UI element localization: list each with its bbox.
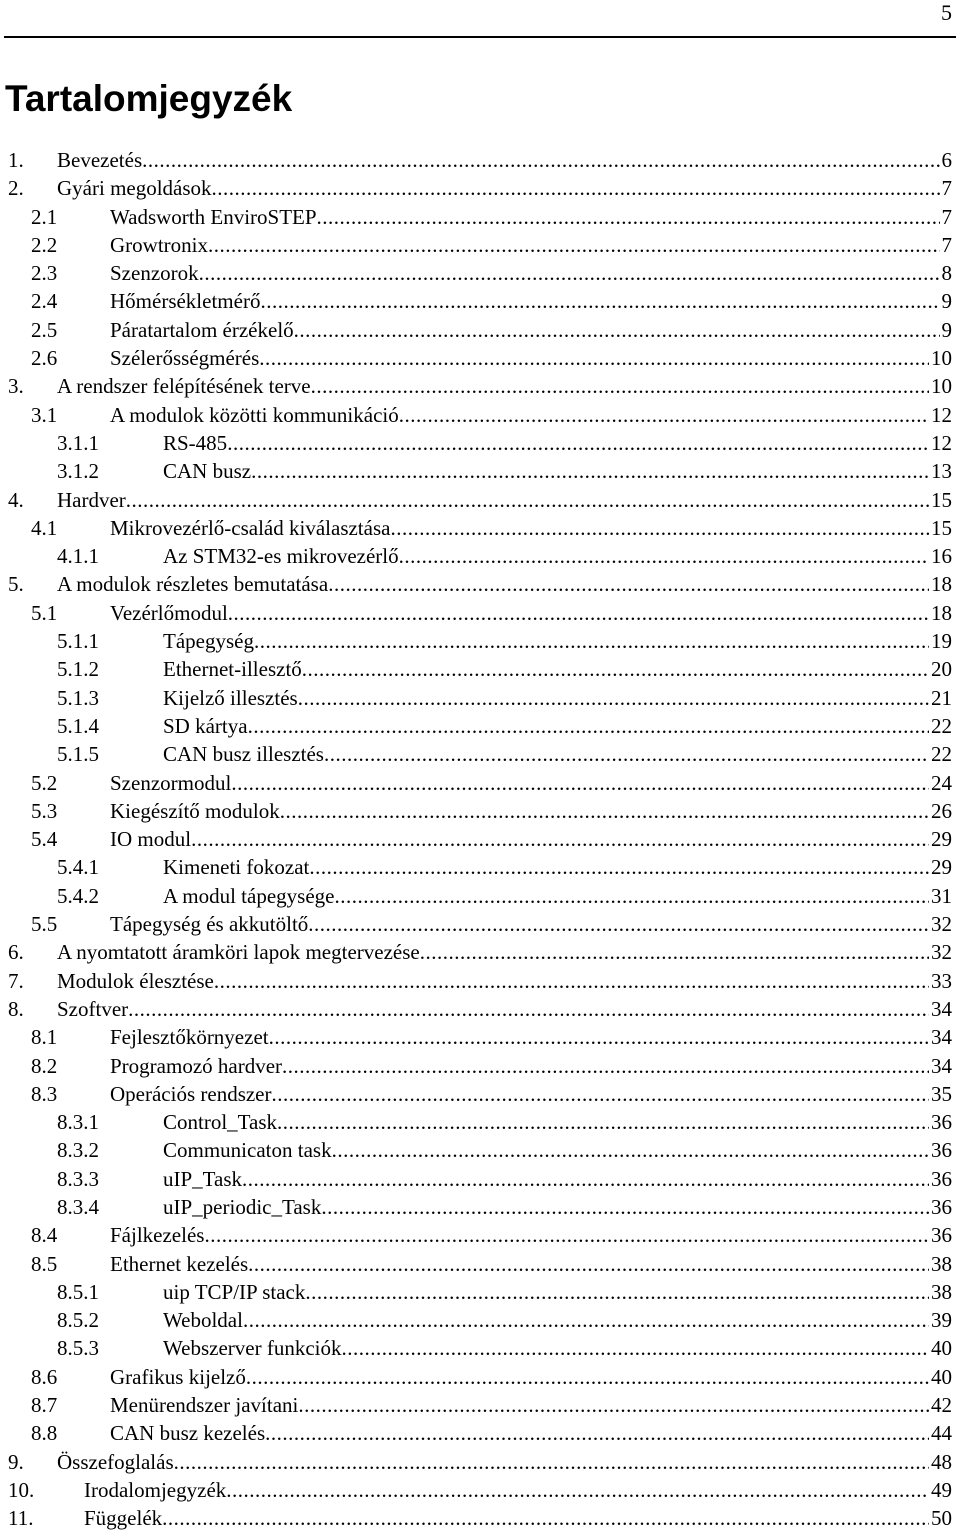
toc-dot-leader <box>212 174 940 202</box>
toc-entry-line <box>163 684 952 712</box>
toc-dot-leader <box>142 146 939 174</box>
toc-entry-line <box>57 967 952 995</box>
toc-entry[interactable] <box>0 1052 960 1080</box>
toc-entry-page: 36 <box>931 1166 952 1191</box>
toc-entry-page: 6 <box>941 148 952 172</box>
toc-entry-title[interactable]: Modulok élesztése <box>57 968 214 993</box>
toc-entry-title[interactable]: uIP_Task <box>163 1166 243 1191</box>
toc-entry-number: 8.7 <box>31 1393 58 1418</box>
toc-entry-number: 4.1.1 <box>57 544 99 569</box>
toc-entry-title[interactable]: A modul tápegysége <box>163 883 335 908</box>
toc-entry-title[interactable]: A modulok részletes bemutatása <box>57 572 329 597</box>
toc-entry-line <box>110 797 952 825</box>
toc-entry[interactable] <box>0 1080 960 1108</box>
toc-dot-leader <box>199 259 940 287</box>
toc-entry[interactable] <box>0 1250 960 1278</box>
toc-entry-line <box>110 259 952 287</box>
toc-entry-title[interactable]: Control_Task <box>163 1110 278 1135</box>
toc-dot-leader <box>208 231 940 259</box>
toc-entry-page: 40 <box>931 1364 952 1389</box>
toc-entry-line <box>163 882 952 910</box>
toc-entry-number: 8.5 <box>31 1251 58 1276</box>
toc-entry-page: 18 <box>931 600 952 625</box>
toc-entry-line <box>110 1080 952 1108</box>
toc-entry-number: 8.5.1 <box>57 1279 99 1304</box>
toc-entry-title[interactable]: Grafikus kijelző <box>110 1364 246 1389</box>
toc-entry-line <box>163 1334 952 1362</box>
toc-entry-title[interactable]: Irodalomjegyzék <box>84 1477 227 1502</box>
page-title: Tartalomjegyzék <box>5 78 293 119</box>
toc-entry-number: 1. <box>8 148 24 172</box>
toc-entry[interactable] <box>0 910 960 938</box>
toc-dot-leader <box>242 1165 929 1193</box>
toc-entry[interactable] <box>0 429 960 457</box>
toc-entry[interactable] <box>0 316 960 344</box>
toc-dot-leader <box>305 1278 929 1306</box>
toc-entry-title[interactable]: Bevezetés <box>57 148 143 172</box>
toc-entry-number: 8.3.3 <box>57 1166 99 1191</box>
toc-entry-line <box>163 457 952 485</box>
toc-entry-page: 7 <box>941 176 952 201</box>
toc-entry-title[interactable]: Hardver <box>57 487 126 512</box>
toc-entry[interactable] <box>0 570 960 598</box>
toc-dot-leader <box>248 712 929 740</box>
toc-dot-leader <box>399 542 929 570</box>
toc-entry-page: 34 <box>931 1025 952 1050</box>
toc-entry[interactable] <box>0 1306 960 1334</box>
toc-entry-line <box>163 627 952 655</box>
toc-entry-page: 15 <box>931 487 952 512</box>
toc-entry[interactable] <box>0 259 960 287</box>
toc-entry-number: 3.1.2 <box>57 459 99 484</box>
toc-entry-number: 2.4 <box>31 289 58 314</box>
toc-dot-leader <box>162 1504 929 1532</box>
toc-entry-line <box>110 1419 952 1447</box>
toc-entry-title[interactable]: Wadsworth EnviroSTEP <box>110 204 317 229</box>
toc-entry[interactable] <box>0 1448 960 1476</box>
toc-entry-page: 7 <box>941 204 952 229</box>
toc-entry-page: 44 <box>931 1421 952 1446</box>
toc-dot-leader <box>243 1306 929 1334</box>
toc-entry[interactable] <box>0 684 960 712</box>
toc-entry-line <box>110 514 952 542</box>
toc-entry[interactable] <box>0 797 960 825</box>
header-rule <box>4 36 956 38</box>
toc-entry-page: 36 <box>931 1223 952 1248</box>
toc-entry-page: 22 <box>931 713 952 738</box>
toc-dot-leader <box>226 1476 929 1504</box>
toc-entry-title[interactable]: Szélerősségmérés <box>110 346 260 371</box>
toc-entry-line <box>163 853 952 881</box>
toc-dot-leader <box>334 882 929 910</box>
toc-entry-title[interactable]: Weboldal <box>163 1308 243 1333</box>
toc-entry-page: 34 <box>931 996 952 1021</box>
toc-entry[interactable] <box>0 287 960 315</box>
toc-entry-title[interactable]: Menürendszer javítani <box>110 1393 299 1418</box>
toc-entry-title[interactable]: uip TCP/IP stack <box>163 1279 306 1304</box>
toc-entry-number: 8.2 <box>31 1053 58 1078</box>
toc-dot-leader <box>227 429 929 457</box>
toc-entry[interactable] <box>0 599 960 627</box>
toc-entry[interactable] <box>0 514 960 542</box>
toc-entry-page: 7 <box>941 232 952 257</box>
toc-entry-line <box>110 825 952 853</box>
toc-entry-page: 50 <box>931 1506 952 1531</box>
toc-entry-page: 18 <box>931 572 952 597</box>
toc-entry-number: 8.6 <box>31 1364 58 1389</box>
toc-entry-number: 2.5 <box>31 317 58 342</box>
toc-entry[interactable] <box>0 1476 960 1504</box>
toc-dot-leader <box>191 825 929 853</box>
toc-entry-number: 8.5.2 <box>57 1308 99 1333</box>
toc-entry-title[interactable]: Függelék <box>84 1506 163 1531</box>
toc-entry-number: 5.4 <box>31 827 58 852</box>
toc-entry-title[interactable]: Growtronix <box>110 232 208 257</box>
toc-entry-line <box>110 1391 952 1419</box>
toc-entry-page: 36 <box>931 1194 952 1219</box>
toc-entry-page: 29 <box>931 827 952 852</box>
toc-entry[interactable] <box>0 712 960 740</box>
toc-entry-title[interactable]: Hőmérsékletmérő <box>110 289 261 314</box>
toc-entry-page: 38 <box>931 1279 952 1304</box>
toc-entry-title[interactable]: A nyomtatott áramköri lapok megtervezése <box>57 940 420 965</box>
toc-dot-leader <box>308 910 929 938</box>
toc-entry-line <box>110 316 952 344</box>
toc-entry[interactable] <box>0 231 960 259</box>
toc-entry-page: 15 <box>931 515 952 540</box>
toc-entry-number: 8. <box>8 996 24 1021</box>
toc-entry-page: 24 <box>931 770 952 795</box>
toc-entry-line <box>110 1052 952 1080</box>
toc-entry[interactable] <box>0 486 960 514</box>
toc-dot-leader <box>321 1193 929 1221</box>
toc-entry[interactable] <box>0 1363 960 1391</box>
toc-entry-page: 34 <box>931 1053 952 1078</box>
toc-entry-line <box>163 655 952 683</box>
toc-entry[interactable] <box>0 825 960 853</box>
toc-entry-line <box>57 570 952 598</box>
toc-entry[interactable] <box>0 740 960 768</box>
toc-entry-page: 26 <box>931 798 952 823</box>
toc-entry-title[interactable]: Mikrovezérlő-család kiválasztása <box>110 515 391 540</box>
toc-entry-line <box>110 1023 952 1051</box>
toc-dot-leader <box>302 655 929 683</box>
toc-entry-page: 13 <box>931 459 952 484</box>
toc-entry-page: 9 <box>941 289 952 314</box>
toc-dot-leader <box>269 1023 929 1051</box>
toc-entry-page: 39 <box>931 1308 952 1333</box>
toc-entry-page: 49 <box>931 1477 952 1502</box>
toc-entry[interactable] <box>0 1334 960 1362</box>
toc-entry-number: 8.5.3 <box>57 1336 99 1361</box>
toc-dot-leader <box>265 1419 929 1447</box>
toc-entry-title[interactable]: Fejlesztőkörnyezet <box>110 1025 269 1050</box>
toc-entry[interactable] <box>0 1136 960 1164</box>
toc-entry-page: 12 <box>931 402 952 427</box>
toc-entry-title[interactable]: Ethernet-illesztő <box>163 657 302 682</box>
toc-entry-page: 33 <box>931 968 952 993</box>
toc-entry-line <box>110 599 952 627</box>
toc-entry-line <box>57 995 952 1023</box>
toc-entry-title[interactable]: Kijelző illesztés <box>163 685 298 710</box>
toc-entry-number: 8.4 <box>31 1223 58 1248</box>
toc-entry-number: 2.3 <box>31 261 58 286</box>
toc-entry-title[interactable]: RS-485 <box>163 430 228 455</box>
toc-entry[interactable] <box>0 372 960 400</box>
table-of-contents <box>0 146 960 1533</box>
toc-dot-leader <box>341 1334 929 1362</box>
toc-entry-number: 8.3.1 <box>57 1110 99 1135</box>
toc-entry-line <box>57 146 952 174</box>
toc-entry-line <box>84 1504 952 1532</box>
toc-entry-line <box>163 712 952 740</box>
toc-dot-leader <box>260 287 939 315</box>
toc-entry-title[interactable]: uIP_periodic_Task <box>163 1194 322 1219</box>
toc-entry[interactable] <box>0 1419 960 1447</box>
toc-entry-line <box>110 287 952 315</box>
toc-dot-leader <box>399 401 929 429</box>
toc-dot-leader <box>254 627 929 655</box>
toc-entry-line <box>57 486 952 514</box>
toc-entry-number: 5.1.5 <box>57 742 99 767</box>
toc-entry-title[interactable]: CAN busz kezelés <box>110 1421 266 1446</box>
toc-entry-title[interactable]: IO modul <box>110 827 192 852</box>
toc-dot-leader <box>246 1363 929 1391</box>
toc-entry-title[interactable]: Szoftver <box>57 996 129 1021</box>
toc-entry-number: 5.4.1 <box>57 855 99 880</box>
toc-entry[interactable] <box>0 655 960 683</box>
toc-entry-number: 8.1 <box>31 1025 58 1050</box>
toc-entry[interactable] <box>0 174 960 202</box>
toc-entry-title[interactable]: Gyári megoldások <box>57 176 212 201</box>
toc-entry-number: 5.1.3 <box>57 685 99 710</box>
toc-entry-line <box>163 1136 952 1164</box>
toc-entry-title[interactable]: Páratartalom érzékelő <box>110 317 294 342</box>
toc-entry[interactable] <box>0 1278 960 1306</box>
toc-entry-line <box>110 769 952 797</box>
toc-entry-page: 42 <box>931 1393 952 1418</box>
toc-entry-page: 9 <box>941 317 952 342</box>
toc-entry[interactable] <box>0 938 960 966</box>
toc-entry-title[interactable]: SD kártya <box>163 713 248 738</box>
toc-entry-page: 16 <box>931 544 952 569</box>
toc-entry-title[interactable]: Tápegység és akkutöltő <box>110 912 309 937</box>
toc-entry-title[interactable]: Communicaton task <box>163 1138 332 1163</box>
toc-entry-number: 8.3.2 <box>57 1138 99 1163</box>
toc-entry-title[interactable]: A rendszer felépítésének terve <box>57 374 311 399</box>
toc-dot-leader <box>298 1391 929 1419</box>
toc-entry-number: 5.3 <box>31 798 58 823</box>
toc-entry-page: 38 <box>931 1251 952 1276</box>
toc-dot-leader <box>174 1448 929 1476</box>
toc-entry-line <box>57 372 952 400</box>
toc-dot-leader <box>204 1221 929 1249</box>
toc-dot-leader <box>298 684 929 712</box>
toc-entry-title[interactable]: Összefoglalás <box>57 1449 174 1474</box>
toc-entry-page: 48 <box>931 1449 952 1474</box>
toc-entry-page: 31 <box>931 883 952 908</box>
toc-dot-leader <box>311 372 929 400</box>
toc-entry-number: 2. <box>8 176 24 201</box>
toc-dot-leader <box>231 769 929 797</box>
toc-entry-line <box>110 910 952 938</box>
toc-dot-leader <box>390 514 929 542</box>
toc-entry-page: 35 <box>931 1081 952 1106</box>
toc-entry-number: 5. <box>8 572 24 597</box>
toc-entry[interactable] <box>0 457 960 485</box>
toc-entry-title[interactable]: Tápegység <box>163 629 254 654</box>
toc-entry-number: 5.1 <box>31 600 58 625</box>
toc-entry-line <box>84 1476 952 1504</box>
toc-entry[interactable] <box>0 1193 960 1221</box>
toc-dot-leader <box>420 938 929 966</box>
toc-entry-number: 9. <box>8 1449 24 1474</box>
toc-entry[interactable] <box>0 1221 960 1249</box>
toc-entry-title[interactable]: A modulok közötti kommunikáció <box>110 402 399 427</box>
toc-dot-leader <box>277 1108 929 1136</box>
toc-entry-line <box>57 1448 952 1476</box>
toc-dot-leader <box>280 797 929 825</box>
toc-entry-title[interactable]: Programozó hardver <box>110 1053 283 1078</box>
toc-entry-page: 10 <box>931 346 952 371</box>
toc-dot-leader <box>251 457 929 485</box>
toc-dot-leader <box>126 486 929 514</box>
toc-entry-line <box>110 231 952 259</box>
toc-entry-page: 12 <box>931 430 952 455</box>
toc-entry-title[interactable]: Ethernet kezelés <box>110 1251 249 1276</box>
toc-entry[interactable] <box>0 542 960 570</box>
toc-entry[interactable] <box>0 344 960 372</box>
toc-entry-number: 4.1 <box>31 515 58 540</box>
toc-dot-leader <box>294 316 940 344</box>
toc-entry-number: 5.1.4 <box>57 713 99 738</box>
toc-entry-number: 10. <box>8 1477 35 1502</box>
page-number: 5 <box>941 0 952 25</box>
toc-entry-number: 3.1 <box>31 402 58 427</box>
toc-entry-page: 19 <box>931 629 952 654</box>
toc-entry-page: 40 <box>931 1336 952 1361</box>
toc-entry-line <box>163 1306 952 1334</box>
toc-dot-leader <box>272 1080 930 1108</box>
toc-entry-line <box>163 740 952 768</box>
toc-dot-leader <box>328 570 929 598</box>
toc-entry[interactable] <box>0 1108 960 1136</box>
toc-entry-number: 6. <box>8 940 24 965</box>
toc-entry[interactable] <box>0 1023 960 1051</box>
toc-entry-title[interactable]: Webszerver funkciók <box>163 1336 342 1361</box>
toc-entry-line <box>163 429 952 457</box>
toc-entry-page: 36 <box>931 1138 952 1163</box>
toc-entry-line <box>163 1278 952 1306</box>
toc-entry[interactable] <box>0 853 960 881</box>
toc-entry-number: 5.2 <box>31 770 58 795</box>
toc-entry-title[interactable]: Kimeneti fokozat <box>163 855 310 880</box>
toc-entry[interactable] <box>0 1391 960 1419</box>
toc-entry-line <box>110 401 952 429</box>
toc-entry-number: 2.1 <box>31 204 58 229</box>
toc-entry-title[interactable]: Vezérlőmodul <box>110 600 228 625</box>
toc-entry-title[interactable]: Kiegészítő modulok <box>110 798 280 823</box>
toc-entry-line <box>163 1193 952 1221</box>
toc-entry-line <box>163 1108 952 1136</box>
toc-entry[interactable] <box>0 1504 960 1532</box>
toc-entry[interactable] <box>0 882 960 910</box>
toc-entry-line <box>110 203 952 231</box>
toc-entry[interactable] <box>0 401 960 429</box>
toc-entry-page: 29 <box>931 855 952 880</box>
toc-entry-page: 32 <box>931 940 952 965</box>
toc-entry-page: 20 <box>931 657 952 682</box>
toc-entry[interactable] <box>0 203 960 231</box>
toc-entry-title[interactable]: CAN busz illesztés <box>163 742 324 767</box>
toc-dot-leader <box>128 995 929 1023</box>
toc-dot-leader <box>309 853 929 881</box>
toc-entry-page: 36 <box>931 1110 952 1135</box>
toc-dot-leader <box>228 599 929 627</box>
toc-entry-page: 32 <box>931 912 952 937</box>
toc-dot-leader <box>214 967 929 995</box>
toc-entry[interactable] <box>0 1165 960 1193</box>
toc-entry[interactable] <box>0 627 960 655</box>
toc-dot-leader <box>282 1052 929 1080</box>
toc-entry-number: 7. <box>8 968 24 993</box>
toc-entry-page: 22 <box>931 742 952 767</box>
toc-entry-line <box>110 344 952 372</box>
toc-entry-title[interactable]: Az STM32-es mikrovezérlő <box>163 544 399 569</box>
toc-entry-number: 5.1.2 <box>57 657 99 682</box>
toc-dot-leader <box>332 1136 929 1164</box>
toc-entry-line <box>110 1363 952 1391</box>
toc-entry[interactable] <box>0 967 960 995</box>
toc-entry-number: 5.1.1 <box>57 629 99 654</box>
toc-entry-number: 2.2 <box>31 232 58 257</box>
toc-dot-leader <box>317 203 940 231</box>
toc-entry-number: 5.4.2 <box>57 883 99 908</box>
toc-dot-leader <box>259 344 929 372</box>
toc-entry-number: 3.1.1 <box>57 430 99 455</box>
toc-entry[interactable] <box>0 146 960 174</box>
toc-entry-title[interactable]: Szenzormodul <box>110 770 232 795</box>
toc-entry-line <box>110 1221 952 1249</box>
toc-entry-title[interactable]: Operációs rendszer <box>110 1081 272 1106</box>
toc-entry-line <box>57 174 952 202</box>
toc-entry-number: 8.3.4 <box>57 1194 99 1219</box>
toc-entry-page: 8 <box>941 261 952 286</box>
toc-entry-number: 8.8 <box>31 1421 58 1446</box>
toc-entry-number: 11. <box>8 1506 34 1531</box>
toc-entry[interactable] <box>0 995 960 1023</box>
toc-entry-page: 10 <box>931 374 952 399</box>
toc-entry-number: 3. <box>8 374 24 399</box>
toc-dot-leader <box>324 740 929 768</box>
toc-entry-line <box>110 1250 952 1278</box>
toc-entry-line <box>163 1165 952 1193</box>
toc-entry-title[interactable]: CAN busz <box>163 459 252 484</box>
toc-entry-number: 8.3 <box>31 1081 58 1106</box>
toc-entry[interactable] <box>0 769 960 797</box>
toc-entry-number: 4. <box>8 487 24 512</box>
toc-entry-number: 2.6 <box>31 346 58 371</box>
toc-entry-page: 21 <box>931 685 952 710</box>
toc-dot-leader <box>248 1250 929 1278</box>
toc-entry-line <box>57 938 952 966</box>
toc-entry-number: 5.5 <box>31 912 58 937</box>
toc-entry-title[interactable]: Fájlkezelés <box>110 1223 205 1248</box>
toc-entry-line <box>163 542 952 570</box>
toc-entry-title[interactable]: Szenzorok <box>110 261 199 286</box>
